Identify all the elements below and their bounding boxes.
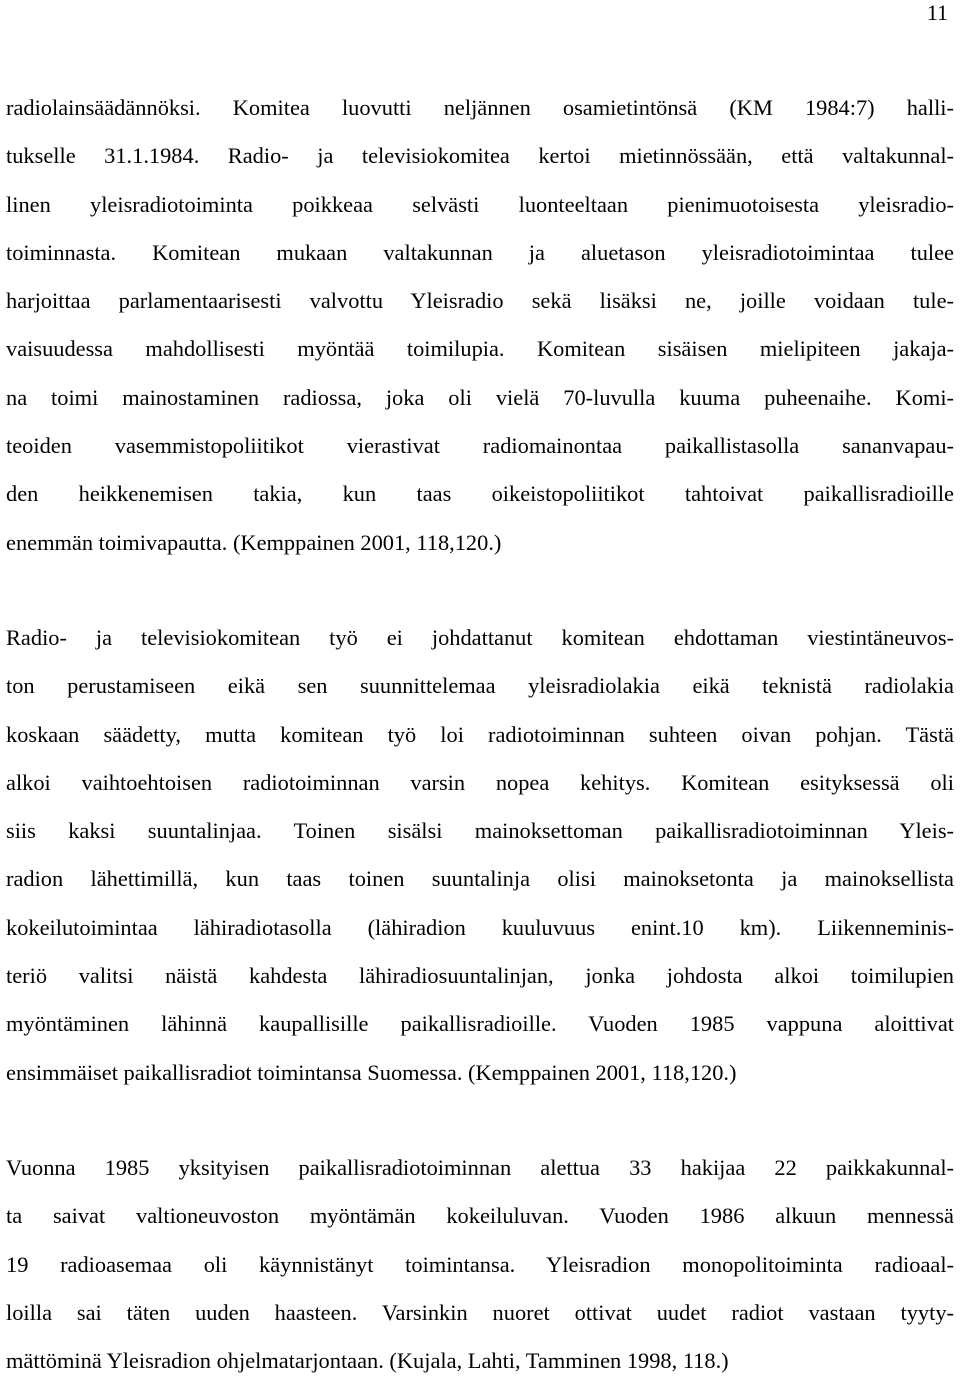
text-line: den heikkenemisen takia, kun taas oikeistopoliitikot tahtoivat paikallisradioille xyxy=(6,481,954,507)
text-line: 19 radioasemaa oli käynnistänyt toimintansa. Yleisradion monopolitoiminta radioaal- xyxy=(6,1251,954,1277)
text-line: ton perustamiseen eikä sen suunnittelemaa yleisradiolakia eikä teknistä radiolakia xyxy=(6,673,954,699)
text-line: ta saivat valtioneuvoston myöntämän kokeiluluvan. Vuoden 1986 alkuun mennessä xyxy=(6,1203,954,1229)
text-line: teriö valitsi näistä kahdesta lähiradiosuuntalinjan, jonka johdosta alkoi toimilupien xyxy=(6,963,954,989)
text-line: harjoittaa parlamentaarisesti valvottu Yleisradio sekä lisäksi ne, joille voidaan tule- xyxy=(6,288,954,314)
text-line: teoiden vasemmistopoliitikot vierastivat radiomainontaa paikallistasolla sananvapau- xyxy=(6,433,954,459)
text-line: loilla sai täten uuden haasteen. Varsinkin nuoret ottivat uudet radiot vastaan tyyty- xyxy=(6,1299,954,1325)
text-line: radiolainsäädännöksi. Komitea luovutti neljännen osamietintönsä (KM 1984:7) halli- xyxy=(6,95,954,120)
page-number: 11 xyxy=(926,0,948,25)
text-line: Vuonna 1985 yksityisen paikallisradiotoiminnan alettua 33 hakijaa 22 paikkakunnal- xyxy=(6,1154,954,1180)
paragraph-2 xyxy=(6,614,954,1097)
paragraph-3 xyxy=(6,1144,954,1385)
text-line: ensimmäiset paikallisradiot toimintansa Suomessa. (Kemppainen 2001, 118,120.) xyxy=(6,1059,737,1085)
text-line: tukselle 31.1.1984. Radio- ja televisiokomitea kertoi mietinnössään, että valtakunnal- xyxy=(6,143,954,169)
text-line: toiminnasta. Komitean mukaan valtakunnan ja aluetason yleisradiotoimintaa tulee xyxy=(6,239,954,265)
text-line: na toimi mainostaminen radiossa, joka oli vielä 70-luvulla kuuma puheenaihe. Komi- xyxy=(6,384,954,410)
text-line: alkoi vaihtoehtoisen radiotoiminnan varsin nopea kehitys. Komitean esityksessä oli xyxy=(6,769,954,795)
text-line: myöntäminen lähinnä kaupallisille paikallisradioille. Vuoden 1985 vappuna aloittivat xyxy=(6,1011,954,1037)
document-body xyxy=(6,84,954,1385)
paragraph-gap xyxy=(6,567,954,614)
text-line: vaisuudessa mahdollisesti myöntää toimilupia. Komitean sisäisen mielipiteen jakaja- xyxy=(6,336,954,362)
text-line: enemmän toimivapautta. (Kemppainen 2001, 118,120.) xyxy=(6,529,502,555)
text-line: kokeilutoimintaa lähiradiotasolla (lähiradion kuuluvuus enint.10 km). Liikenneminis- xyxy=(6,914,954,940)
text-line: mättöminä Yleisradion ohjelmatarjontaan. (Kujala, Lahti, Tamminen 1998, 118.) xyxy=(6,1348,729,1374)
text-line: Radio- ja televisiokomitean työ ei johdattanut komitean ehdottaman viestintäneuvos- xyxy=(6,624,954,650)
text-line: koskaan säädetty, mutta komitean työ loi radiotoiminnan suhteen oivan pohjan. Tästä xyxy=(6,721,954,747)
text-line: siis kaksi suuntalinjaa. Toinen sisälsi mainoksettoman paikallisradiotoiminnan Yleis- xyxy=(6,818,954,844)
paragraph-gap xyxy=(6,1097,954,1144)
paragraph-1 xyxy=(6,84,954,567)
text-line: radion lähettimillä, kun taas toinen suuntalinja olisi mainoksetonta ja mainoksellista xyxy=(6,866,954,892)
text-line: linen yleisradiotoiminta poikkeaa selvästi luonteeltaan pienimuotoisesta yleisradio- xyxy=(6,191,954,217)
